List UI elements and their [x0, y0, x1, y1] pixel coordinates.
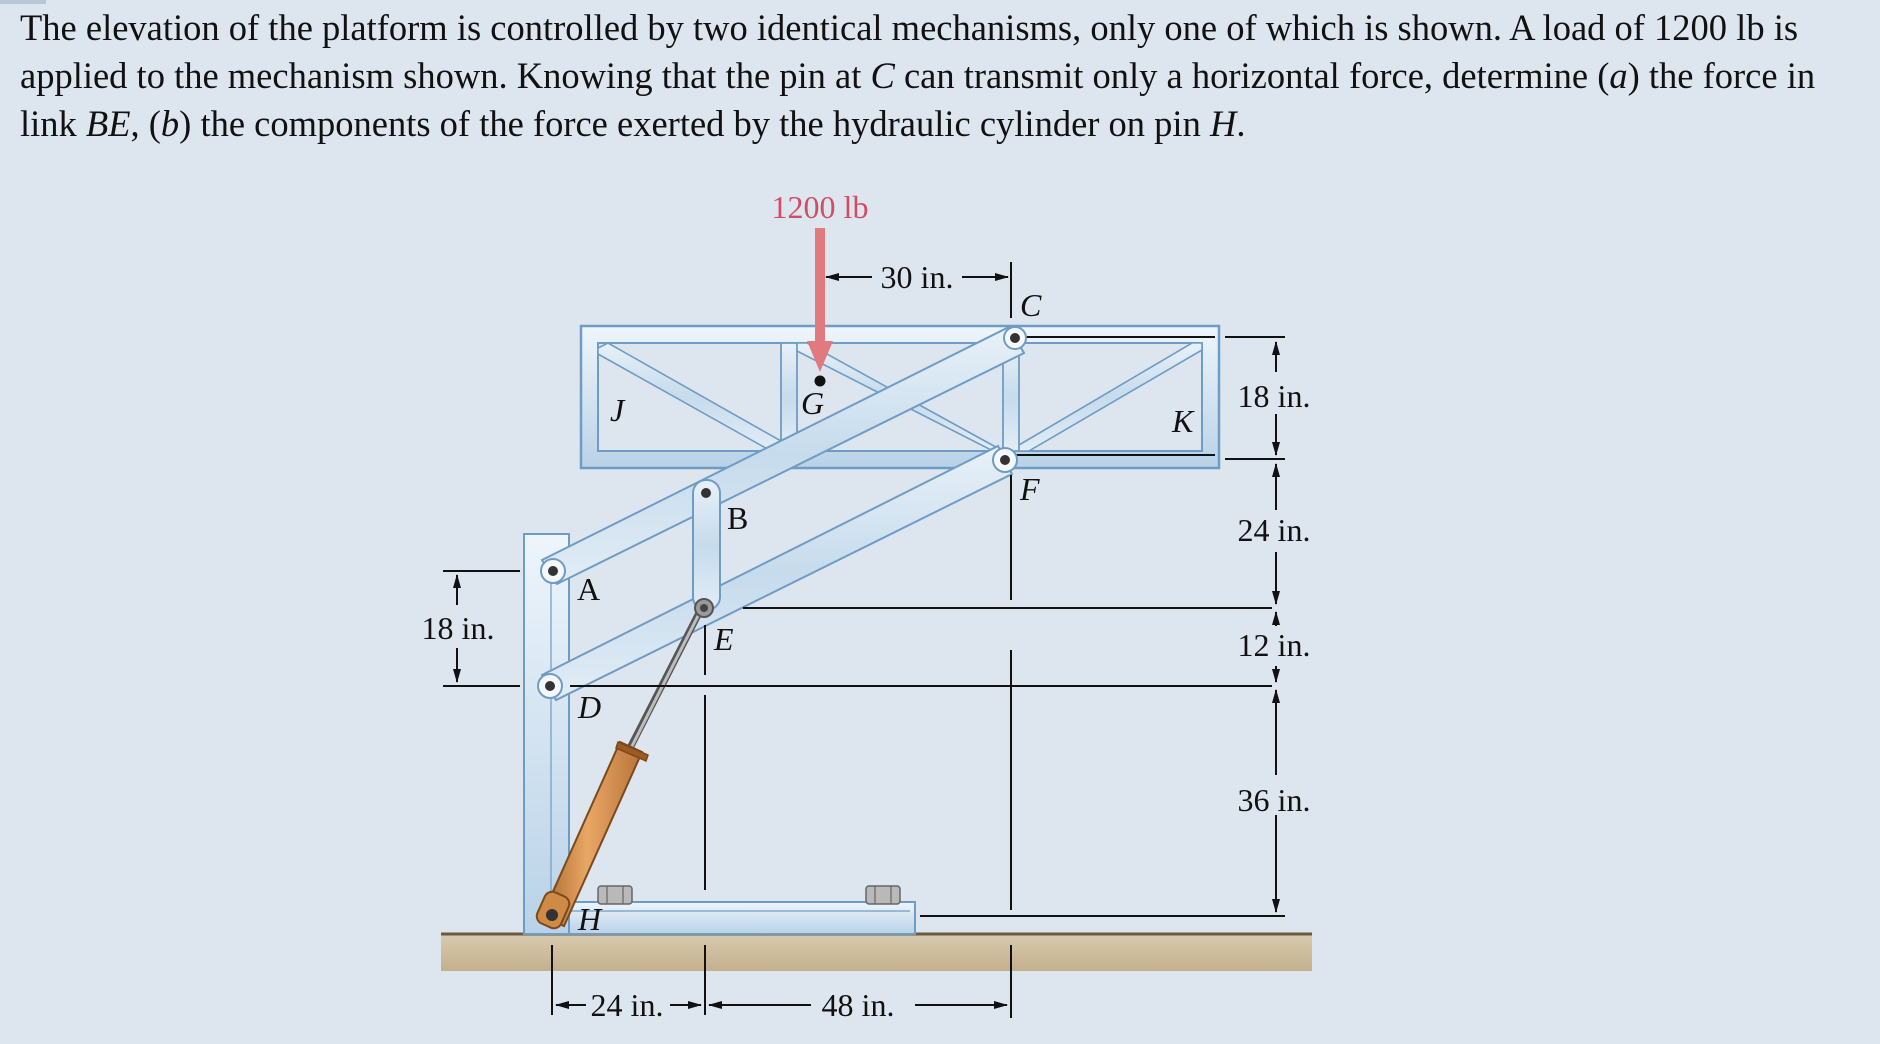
dimension-right-36in — [1238, 690, 1311, 912]
label-j: J — [610, 392, 625, 428]
dimension-right-36in-label: 36 in. — [1237, 782, 1311, 818]
problem-link-be: BE — [85, 103, 131, 144]
label-h: H — [578, 901, 602, 937]
dimension-right-12in-label: 12 in. — [1237, 627, 1311, 663]
dimension-right-24in-label: 24 in. — [1237, 512, 1311, 548]
dimension-left-18in — [422, 575, 495, 682]
ground — [441, 933, 1312, 971]
dimension-right-18in — [1238, 342, 1311, 455]
bolt-right — [866, 886, 900, 904]
bolt-left — [598, 886, 632, 904]
load-label: 1200 lb — [771, 189, 869, 225]
dimension-bottom-24in — [556, 987, 701, 1023]
problem-text-b: ) the components of the force exerted by the hydraulic cylinder on pin — [179, 103, 1210, 144]
problem-part-b: b — [160, 103, 180, 144]
problem-part-a: a — [1609, 55, 1628, 96]
pin-c — [1004, 327, 1026, 349]
dimension-left-18in-label: 18 in. — [421, 610, 495, 646]
link-df — [542, 446, 1012, 700]
link-be — [693, 480, 720, 610]
problem-pin-h: H — [1209, 103, 1237, 144]
label-f: F — [1020, 471, 1040, 507]
problem-text-a: ) the force in link — [20, 55, 1816, 144]
dimension-bottom-48in — [709, 987, 1007, 1023]
label-b: B — [727, 500, 749, 536]
problem-pin-c: C — [870, 55, 895, 96]
pin-d — [538, 674, 562, 698]
dimension-bottom-48in-label: 48 in. — [821, 987, 895, 1023]
label-g: G — [801, 385, 825, 421]
problem-text-sep: , ( — [130, 103, 161, 144]
dimension-bottom-24in-label: 24 in. — [590, 987, 664, 1023]
pin-b — [701, 488, 711, 498]
dimension-30in-label: 30 in. — [880, 259, 954, 295]
label-c: C — [1020, 287, 1042, 323]
label-a: A — [577, 571, 601, 607]
pin-a — [541, 559, 565, 583]
pin-h — [546, 909, 558, 921]
dimension-30in — [826, 259, 1008, 295]
problem-text-end: . — [1236, 103, 1246, 144]
problem-text-intro: The elevation of the platform is controlled by two identical mechanisms, only one of which is shown. A load of 1200 lb is applied to the mechanism shown. Knowing that the pin at — [20, 7, 1799, 96]
base-plate — [555, 902, 915, 934]
pin-e — [695, 599, 713, 617]
dimension-right-18in-label: 18 in. — [1237, 378, 1311, 414]
label-e: E — [714, 621, 734, 657]
label-k: K — [1172, 403, 1194, 439]
label-d: D — [578, 689, 602, 725]
problem-text-mid: can transmit only a horizontal force, determine ( — [894, 55, 1610, 96]
dimension-right-24in — [1238, 464, 1311, 604]
pin-f — [993, 448, 1017, 472]
dimension-right-12in — [1238, 612, 1311, 682]
